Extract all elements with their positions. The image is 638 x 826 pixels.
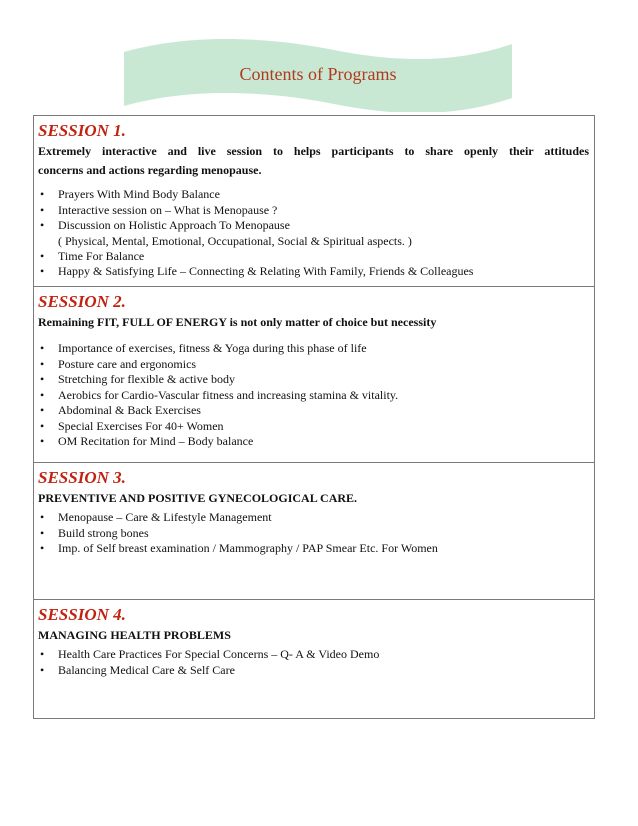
list-item: • Balancing Medical Care & Self Care [40, 662, 235, 677]
bullet-icon: • [40, 187, 45, 201]
session-3-list [38, 510, 589, 557]
bullet-icon: • [40, 647, 45, 661]
session-4-title: SESSION 4. [38, 605, 126, 624]
session-4 [34, 600, 594, 718]
list-item: • Time For Balance [40, 248, 145, 263]
session-1-heading-line1: Extremely interactive and live session to helps participants to share openly their attitudes [38, 144, 589, 158]
session-1-list [38, 187, 589, 234]
list-item: • Build strong bones [40, 525, 149, 540]
bullet-icon: • [40, 418, 45, 433]
session-1-heading-line2: concerns and actions regarding menopause. [38, 163, 262, 177]
list-item: • Happy & Satisfying Life – Connecting & Relating With Family, Friends & Colleagues [40, 264, 474, 278]
page-title: Contents of Programs [239, 64, 397, 84]
list-item: • Posture care and ergonomics [40, 356, 197, 371]
session-1-sub-note: ( Physical, Mental, Emotional, Occupational, Social & Spiritual aspects. ) [58, 233, 412, 248]
bullet-icon: • [40, 264, 45, 278]
list-item: • Importance of exercises, fitness & Yoga during this phase of life [40, 341, 367, 355]
list-item: • Imp. of Self breast examination / Mammography / PAP Smear Etc. For Women [40, 541, 438, 555]
list-item: • Prayers With Mind Body Balance [40, 187, 220, 201]
session-1-title: SESSION 1. [38, 121, 126, 140]
session-4-heading: MANAGING HEALTH PROBLEMS [38, 628, 231, 642]
bullet-icon: • [40, 356, 45, 371]
session-2 [34, 287, 594, 463]
session-3-heading: PREVENTIVE AND POSITIVE GYNECOLOGICAL CARE. [38, 491, 358, 505]
session-2-title: SESSION 2. [38, 292, 126, 311]
sessions-table [33, 115, 595, 719]
bullet-icon: • [40, 202, 45, 217]
bullet-icon: • [40, 387, 45, 402]
session-3-title: SESSION 3. [38, 468, 126, 487]
bullet-icon: • [40, 662, 45, 677]
bullet-icon: • [40, 372, 45, 386]
list-item: • Menopause – Care & Lifestyle Management [40, 510, 272, 524]
session-1 [34, 116, 594, 287]
bullet-icon: • [40, 341, 45, 355]
list-item: • Discussion on Holistic Approach To Menopause [40, 218, 290, 232]
list-item: • Special Exercises For 40+ Women [40, 418, 224, 433]
title-banner [124, 38, 512, 112]
list-item: • Health Care Practices For Special Concerns – Q- A & Video Demo [40, 647, 380, 661]
session-1-list-continued [38, 249, 589, 280]
bullet-icon: • [40, 434, 45, 448]
bullet-icon: • [40, 248, 45, 263]
list-item: • Stretching for flexible & active body [40, 372, 235, 386]
list-item: • Interactive session on – What is Menopause ? [40, 202, 278, 217]
session-2-list [38, 341, 589, 450]
bullet-icon: • [40, 541, 45, 555]
list-item: • Abdominal & Back Exercises [40, 403, 201, 417]
bullet-icon: • [40, 403, 45, 417]
list-item: • OM Recitation for Mind – Body balance [40, 434, 254, 448]
session-4-list [38, 647, 589, 678]
session-2-heading: Remaining FIT, FULL OF ENERGY is not only matter of choice but necessity [38, 315, 437, 329]
bullet-icon: • [40, 510, 45, 524]
bullet-icon: • [40, 218, 45, 232]
list-item: • Aerobics for Cardio-Vascular fitness and increasing stamina & vitality. [40, 387, 399, 402]
session-3 [34, 463, 594, 600]
bullet-icon: • [40, 525, 45, 540]
